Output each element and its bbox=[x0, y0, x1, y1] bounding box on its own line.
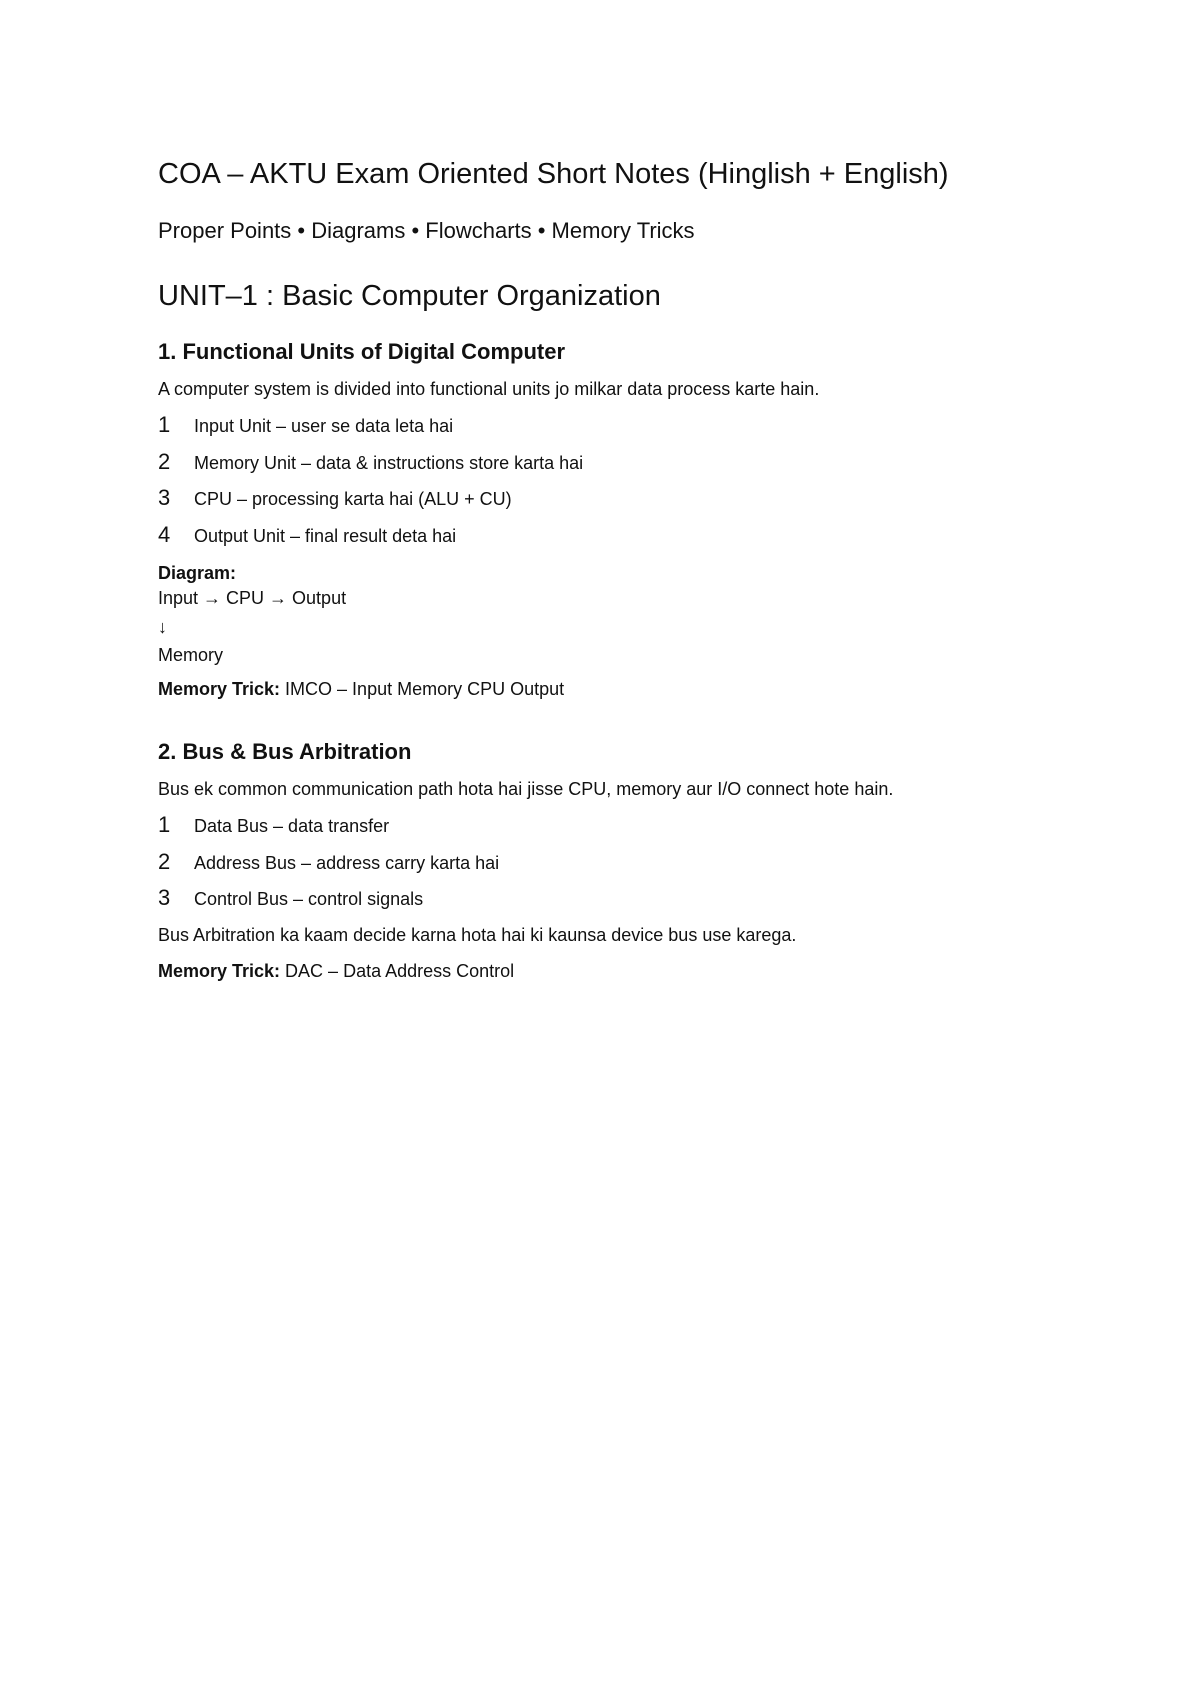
list-text: Control Bus – control signals bbox=[194, 889, 424, 909]
memory-trick bbox=[158, 960, 1118, 982]
memory-trick-text: IMCO – Input Memory CPU Output bbox=[280, 678, 565, 699]
unit-title: UNIT–1 : Basic Computer Organization bbox=[158, 280, 661, 312]
functional-units-list bbox=[158, 412, 1118, 558]
diagram-line-memory: Memory bbox=[158, 645, 224, 665]
list-item bbox=[158, 449, 1118, 486]
list-text: Output Unit – final result deta hai bbox=[194, 525, 457, 546]
list-text: Address Bus – address carry karta hai bbox=[194, 852, 500, 873]
memory-trick-label: Memory Trick: bbox=[158, 678, 281, 699]
list-number: 1 bbox=[158, 412, 171, 437]
memory-trick-text: DAC – Data Address Control bbox=[280, 960, 515, 981]
list-number: 1 bbox=[158, 812, 171, 837]
section-intro: A computer system is divided into functional units jo milkar data process karte hain. bbox=[158, 379, 820, 399]
memory-trick-label: Memory Trick: bbox=[158, 960, 281, 981]
list-number: 2 bbox=[158, 848, 171, 874]
list-text: CPU – processing karta hai (ALU + CU) bbox=[194, 489, 512, 509]
list-item bbox=[158, 485, 1118, 522]
list-text: Input Unit – user se data leta hai bbox=[194, 416, 454, 436]
list-number: 4 bbox=[158, 521, 171, 547]
list-number: 3 bbox=[158, 485, 171, 510]
section-bus-arbitration bbox=[158, 738, 1118, 982]
list-item bbox=[158, 849, 1118, 886]
diagram-line-flow: Input → CPU → Output bbox=[158, 588, 347, 608]
memory-trick bbox=[158, 678, 1118, 700]
document-subtitle: Proper Points • Diagrams • Flowcharts • Memory Tricks bbox=[158, 218, 695, 243]
bus-types-list bbox=[158, 812, 1118, 922]
list-item bbox=[158, 885, 1118, 922]
diagram-label: Diagram: bbox=[158, 563, 237, 583]
document-title: COA – AKTU Exam Oriented Short Notes (Hinglish + English) bbox=[158, 158, 949, 190]
list-text: Data Bus – data transfer bbox=[194, 816, 390, 836]
section-functional-units bbox=[158, 338, 1118, 700]
list-number: 2 bbox=[158, 448, 171, 474]
section-heading: 2. Bus & Bus Arbitration bbox=[158, 739, 412, 764]
functional-units-diagram bbox=[158, 584, 1118, 670]
list-text: Memory Unit – data & instructions store karta hai bbox=[194, 452, 584, 473]
section-heading: 1. Functional Units of Digital Computer bbox=[158, 339, 565, 364]
list-item bbox=[158, 522, 1118, 559]
list-number: 3 bbox=[158, 885, 171, 910]
section-intro: Bus ek common communication path hota hai jisse CPU, memory aur I/O connect hote hain. bbox=[158, 779, 894, 799]
diagram-line-arrow: ↓ bbox=[158, 616, 167, 637]
list-item bbox=[158, 812, 1118, 849]
arbitration-text: Bus Arbitration ka kaam decide karna hota hai ki kaunsa device bus use karega. bbox=[158, 924, 797, 945]
list-item bbox=[158, 412, 1118, 449]
